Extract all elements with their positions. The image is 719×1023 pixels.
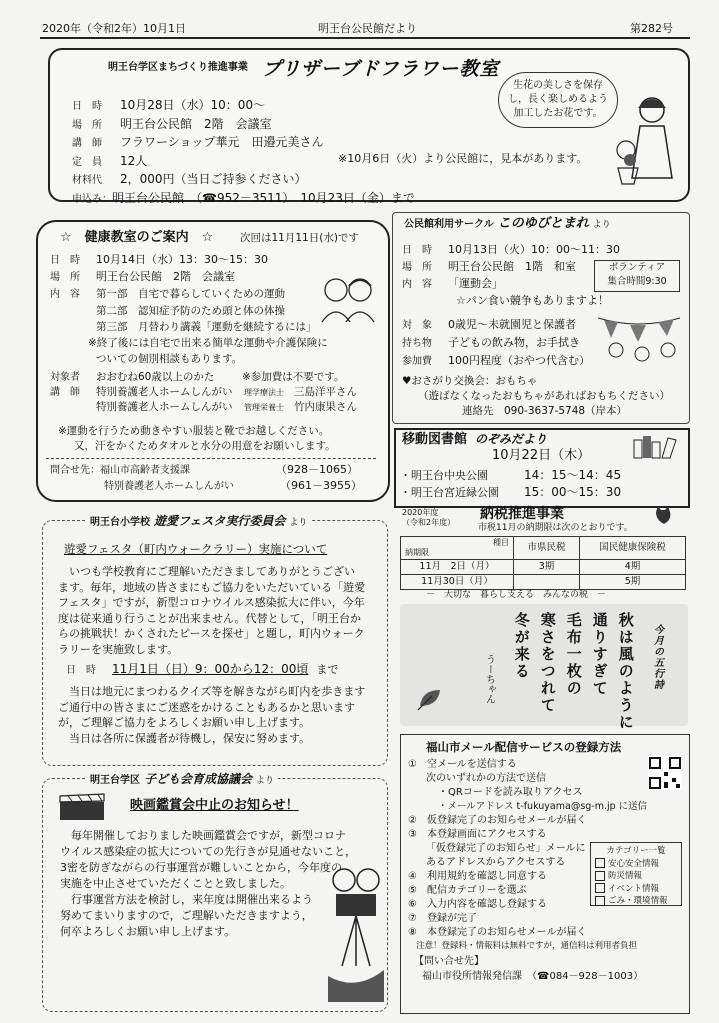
- header-date: 2020年（令和2年）10月1日: [42, 22, 186, 35]
- flower-row: 定 員 12人: [72, 153, 148, 168]
- health-row: 日 時 10月14日（水）13：30～15：30: [50, 253, 268, 266]
- tax-row: 11月30日（月） 5期: [401, 575, 686, 590]
- mail-step: ⑤ 配信カテゴリーを選ぶ: [408, 885, 527, 896]
- mail-step: ・メールアドレス t-fukuyama@sg-m.jp に送信: [438, 801, 648, 812]
- haiku-line: 寒さをつれて: [538, 612, 557, 714]
- woman-with-flowers-illustration: [612, 88, 684, 188]
- category-item: ごみ・環境情報: [595, 895, 677, 908]
- flower-org: 明王台学区まちづくり推進事業: [108, 62, 248, 73]
- mail-note: 注意！登録料・情報料は無料ですが，通信料は利用者負担: [416, 941, 638, 951]
- tax-lead: 市税11月の納期限は次のとおりです。: [478, 523, 633, 533]
- tax-header-cell: 国民健康保険税: [579, 537, 685, 560]
- circle-row: 内 容 「運動会」: [402, 277, 503, 290]
- leaf-illustration: [416, 686, 444, 712]
- elderly-couple-illustration: [318, 272, 378, 324]
- school-time: 日 時 11月1日（日）9：00から12：00頃 まで: [66, 662, 339, 676]
- circle-row: 持ち物 子どもの飲み物，お手拭き: [402, 336, 580, 349]
- clapperboard-icon: [58, 792, 106, 822]
- library-title: 移動図書館 のぞみだより: [402, 432, 548, 447]
- school-title: 明王台小学校 遊愛フェスタ実行委員会 より: [86, 514, 311, 530]
- category-item: イベント情報: [595, 883, 677, 896]
- tax-title: 納税推進事業: [480, 506, 564, 522]
- mail-step: ⑦ 登録が完了: [408, 913, 477, 924]
- health-contacts: 問合せ先：福山市高齢者支援課 （928－1065） 特別養護老人ホームしんがい （961－3955）: [50, 463, 362, 492]
- library-stop: ・明王台中央公園 14：15～14：45: [400, 468, 622, 482]
- health-part: 第二部 認知症予防のため頭と体の体操: [96, 305, 285, 317]
- school-body-2: 当日は地元にまつわるクイズ等を解きながら町内を歩きます ご通行中の皆さまにご迷惑をかけることもあるかと思います が，ご理解ご協力をよろしくお願い申し上げます。 当日は各所に保護者が待機し，保安に努めます。: [58, 685, 366, 745]
- haiku-line: 秋は風のように: [616, 612, 635, 731]
- mail-step: ・QRコードを読み取りアクセス: [438, 787, 583, 798]
- circle-row: 対 象 0歳児～未就園児と保護者: [402, 318, 576, 331]
- flower-note: ※10月6日（火）より公民館に，見本があります。: [338, 152, 588, 165]
- bunting-illustration: [596, 298, 682, 362]
- health-after: ※終了後には自宅で出来る簡単な運動や介護保険に: [88, 337, 328, 349]
- category-title: カテゴリー一覧: [606, 846, 666, 856]
- flower-row: 場 所 明王台公民館 2階 会議室: [72, 116, 272, 131]
- health-after: ついての個別相談もあります。: [96, 353, 243, 365]
- kids-body: 毎年開催しておりました映画鑑賞会ですが，新型コロナ ウイルス感染症の拡大についての先行きが見通せないこと， 3密を防ぎながらの行事運営が難しいことから，今年度の 実施を中止させていただくことと致しました。 行事運営方法を検討し，来年度は開催出来るよう 努めてまいりますので，ご理解いただきますよう， 何卒よろしくお願い申し上げます。: [60, 829, 357, 938]
- circle-row: 日 時 10月13日（火）10：00～11：30: [402, 243, 620, 256]
- header-rule: [40, 37, 690, 39]
- flower-row: 材料代 2，000円（当日ご持参ください）: [72, 172, 307, 186]
- library-date: 10月22日（木）: [492, 448, 591, 463]
- health-part: 第三部 月替わり講義「運動を継続するには」: [96, 321, 317, 333]
- health-lecturer: 講 師 特別養護老人ホームしんがい 理学療法士 三島洋平さん: [50, 386, 357, 398]
- haiku-line: 毛布一枚の: [564, 612, 583, 697]
- health-parts: 内 容 第一部 自宅で暮らしていくための運動: [50, 288, 285, 300]
- header-name: 明王台公民館だより: [318, 22, 417, 35]
- header-issue: 第282号: [630, 22, 673, 35]
- mail-step: ① 空メールを送信する: [408, 759, 517, 770]
- tax-header-cell: 市県民税: [514, 537, 580, 560]
- library-stops: [400, 467, 621, 501]
- cat-icon: [652, 504, 676, 526]
- category-box: [590, 842, 682, 906]
- mail-step: 次のいずれかの方法で送信: [426, 773, 546, 784]
- volunteer-box: ボランティア 集合時間9:30: [594, 260, 680, 292]
- school-body: いつも学校教育にご理解いただきましてありがとうござい ます。毎年，地域の皆さまにもご協力をいただいている「遊愛 フェスタ」ですが，新型コロナウイルス感染拡大に伴い，今年 度は従来通り行うことが出来ません。代替として，「明王台か らの挑戦状！かくされたピースを探せ」と題し，町内ウォーク ラリーを実施致します。: [58, 565, 366, 656]
- haiku-line: 冬が来る: [512, 612, 531, 680]
- tax-row: 11月 2日（月） 3期 4期: [401, 560, 686, 575]
- mail-step: 「仮登録完了のお知らせ」メールに: [426, 843, 586, 854]
- circle-details-2: [402, 316, 590, 370]
- checkbox-icon: [595, 858, 605, 868]
- mail-step: ⑥ 入力内容を確認し登録する: [408, 899, 547, 910]
- school-headline: 遊愛フェスタ（町内ウォークラリー）実施について: [64, 542, 328, 556]
- kids-headline: 映画鑑賞会中止のお知らせ！: [130, 798, 299, 813]
- mail-step: ④ 利用規約を確認し同意する: [408, 871, 547, 882]
- flower-title: プリザーブドフラワー教室: [262, 58, 500, 80]
- health-target: 対象者 おおむね60歳以上のかた ※参加費は不要です。 講 師 特別養護老人ホームしんがい 理学療法士 三島洋平さん 特別養護老人ホームしんがい 管理栄養士 竹内康果さん: [50, 371, 357, 413]
- circle-details: [402, 242, 620, 309]
- haiku-author: うーちゃん: [483, 654, 495, 704]
- mail-step: あるアドレスからアクセスする: [426, 857, 566, 868]
- qr-code-icon[interactable]: [648, 756, 682, 790]
- checkbox-icon: [595, 896, 605, 906]
- checkbox-icon: [595, 871, 605, 881]
- tax-year: 2020年度 （令和2年度）: [402, 508, 456, 527]
- mail-contact: 【問い合せ先】 福山市役所情報発信課 （☎084－928－1003）: [414, 956, 644, 982]
- library-stop: ・明王台宮近緑公園 15：00～15：30: [400, 485, 622, 499]
- flower-apply: 申込み：明王台公民館 （☎952－3511） 10月23日（金）まで: [72, 190, 415, 205]
- haiku-line: 通りすぎて: [590, 612, 609, 697]
- mail-step: ② 仮登録完了のお知らせメールが届く: [408, 815, 587, 826]
- flower-bubble: 生花の美しさを保存 し，長く楽しめるよう 加工したお花です。: [498, 72, 618, 128]
- flower-row: 日 時 10月28日（水）10：00～: [72, 98, 266, 112]
- kids-title: 明王台学区 子ども会育成協議会 より: [86, 772, 278, 788]
- haiku-label: 今月の五行詩: [651, 624, 663, 690]
- tax-slogan: － 大切な 暮らし支える みんなの税 －: [426, 590, 607, 600]
- circle-title: 公民館利用サークル このゆびとまれ より: [404, 216, 611, 231]
- mail-step: ③ 本登録画面にアクセスする: [408, 829, 547, 840]
- health-contact-rule: [46, 458, 376, 459]
- health-next: 次回は11月11日(水)です: [240, 232, 359, 244]
- circle-row: 場 所 明王台公民館 1階 和室: [402, 260, 576, 273]
- circle-extra: ☆パン食い競争もありますよ！: [456, 294, 609, 307]
- books-illustration: [632, 434, 678, 460]
- category-item: 安心安全情報: [595, 858, 677, 871]
- film-projector-illustration: [328, 866, 384, 1004]
- health-title: ☆ 健康教室のご案内 ☆: [60, 230, 214, 245]
- category-item: 防災情報: [595, 870, 677, 883]
- mail-step: ⑧ 本登録完了のお知らせメールが届く: [408, 927, 587, 938]
- circle-row: 参加費 100円程度（おやつ代含む）: [402, 354, 590, 367]
- health-row: 場 所 明王台公民館 2階 会議室: [50, 270, 235, 283]
- flower-row: 講 師 フラワーショップ華元 田邉元美さん: [72, 135, 324, 149]
- mail-title: 福山市メール配信サービスの登録方法: [426, 740, 622, 754]
- checkbox-icon: [595, 883, 605, 893]
- health-cautions: ※運動を行うため動きやすい服装と靴でお越しください。 又，汗をかくためタオルと水分の用意をお願いします。: [58, 425, 336, 452]
- circle-exchange: ♥おさがり交換会：おもちゃ （遊ばなくなったおもちゃがあればおもちください） 連絡先 090-3637-5748（岸本）: [402, 375, 670, 417]
- health-lecturer: 特別養護老人ホームしんがい 管理栄養士 竹内康果さん: [96, 401, 357, 413]
- tax-table: [400, 536, 686, 590]
- health-details: [50, 252, 328, 367]
- tax-header-cell: 種目 納期限: [401, 537, 514, 560]
